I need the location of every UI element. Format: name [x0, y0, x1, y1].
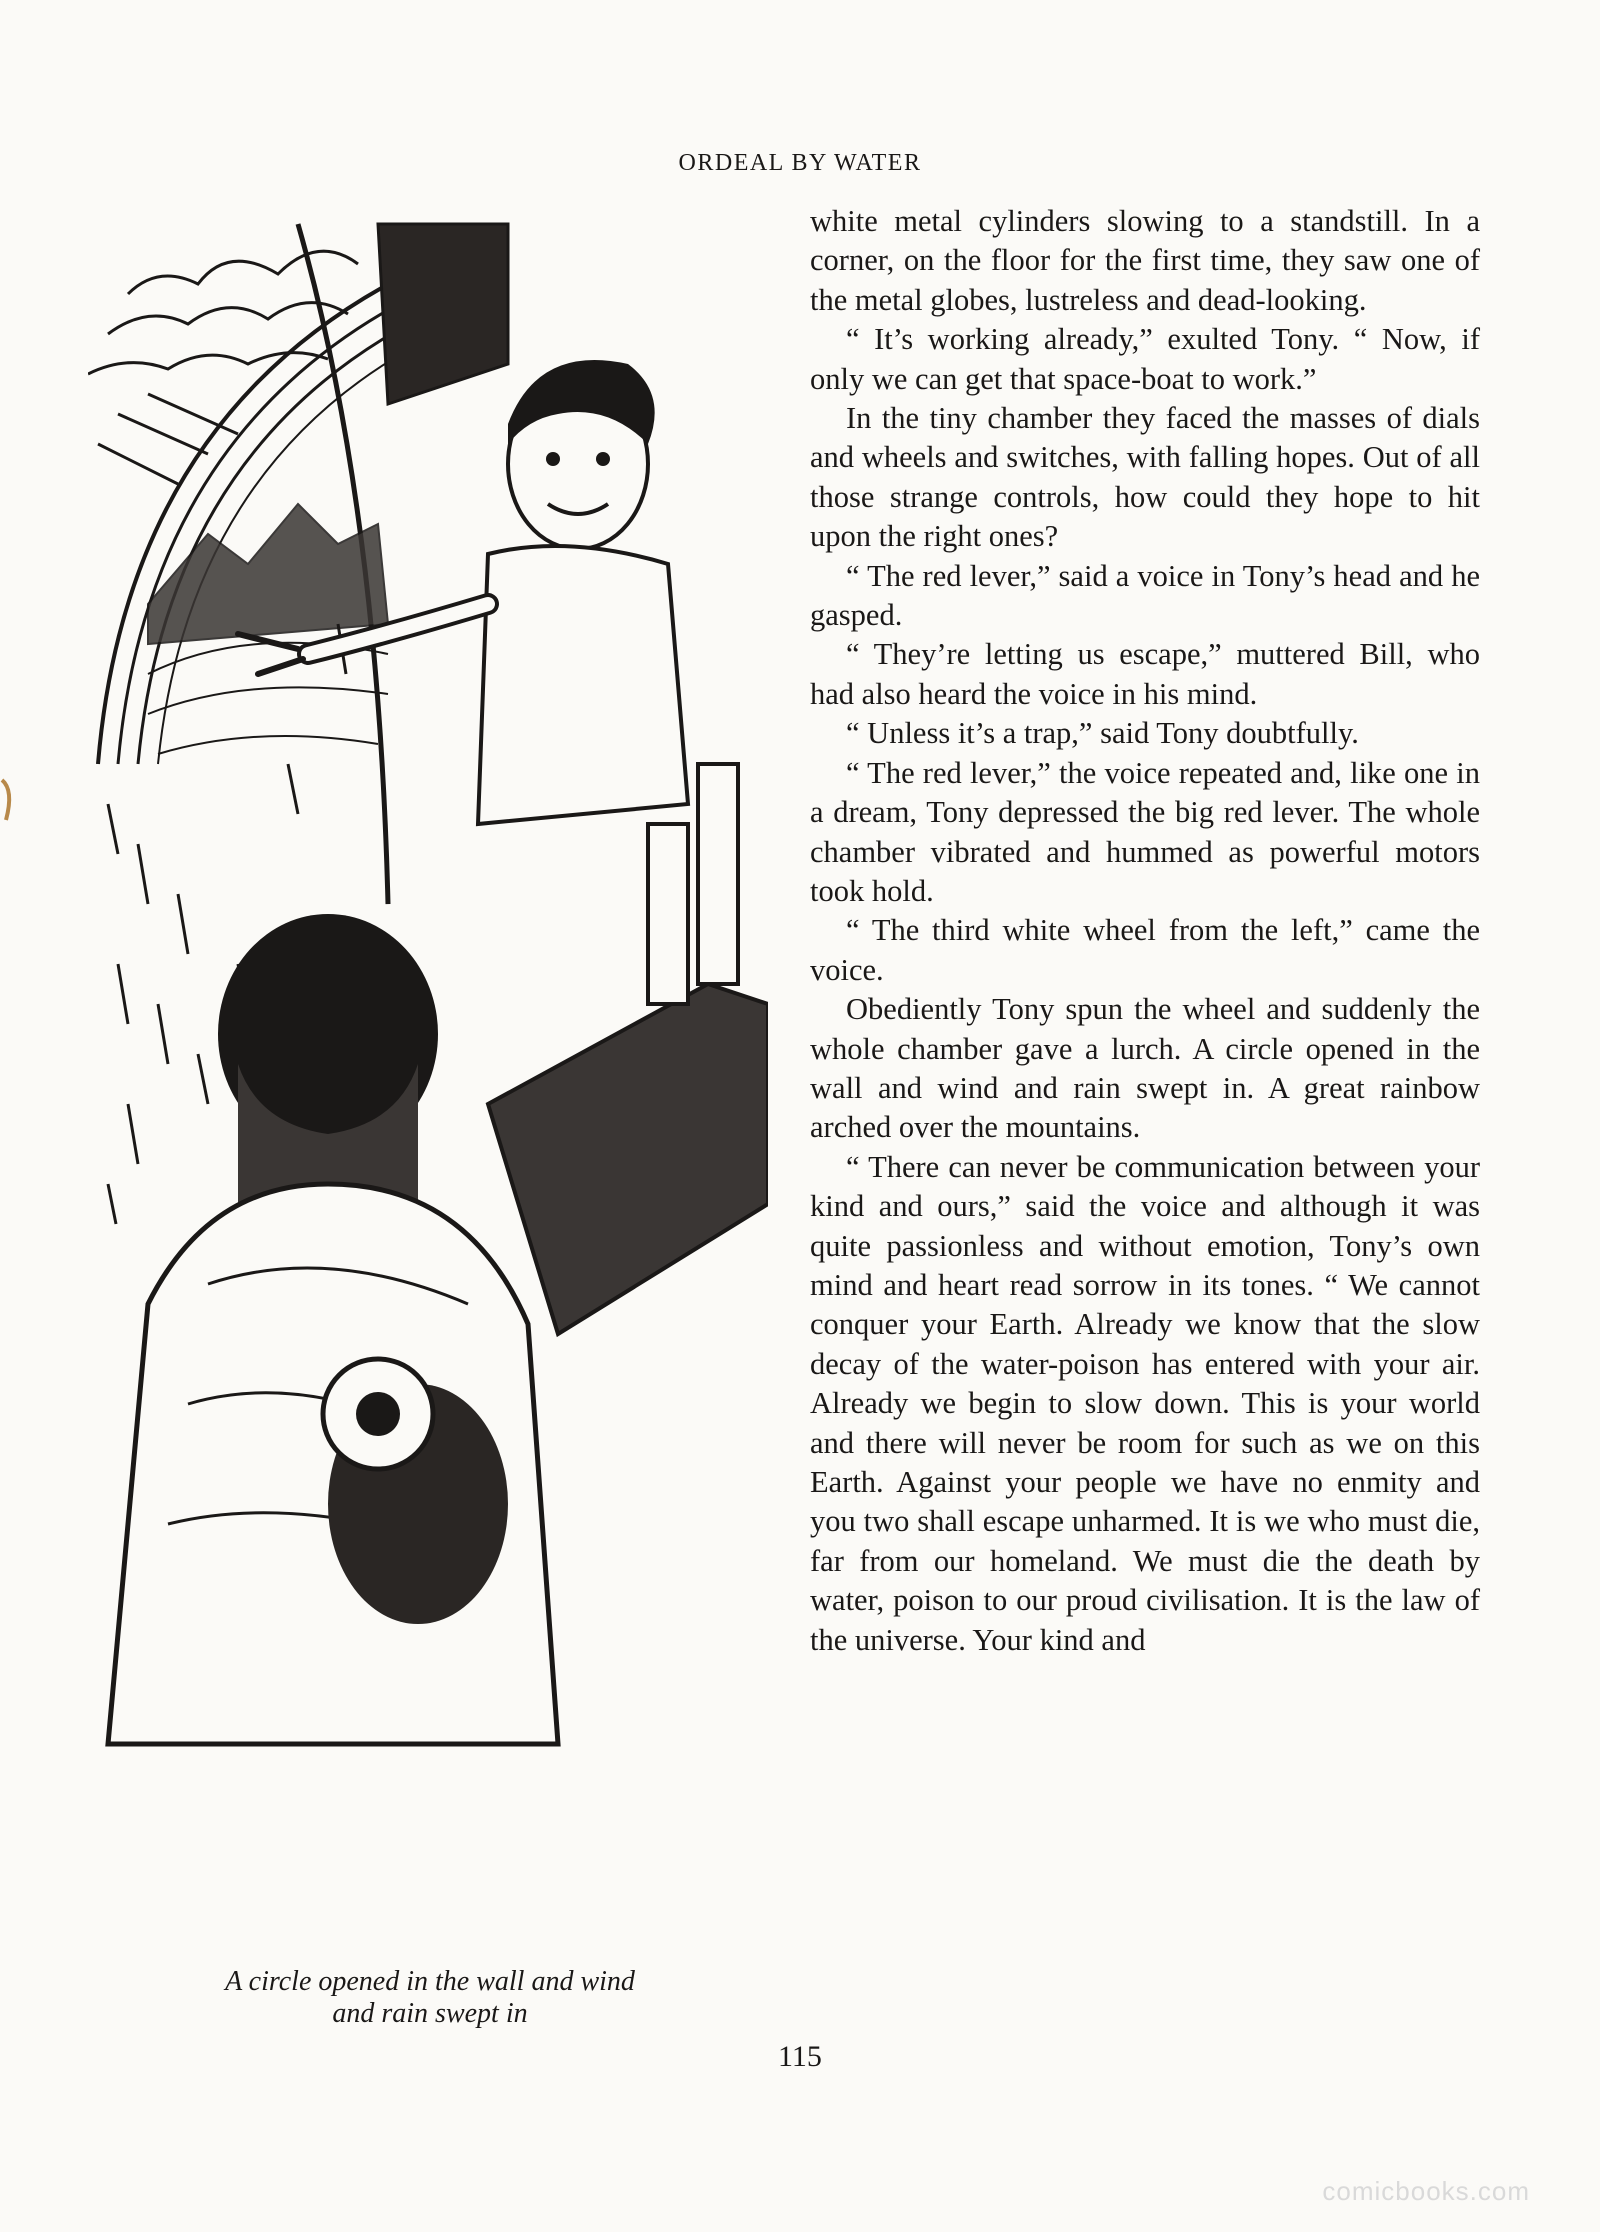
body-text — [810, 202, 1480, 1660]
caption-line-1: A circle opened in the wall and wind — [225, 1966, 635, 1997]
illustration-caption — [120, 1966, 740, 2030]
mountains — [148, 504, 388, 644]
paragraph: “ Unless it’s a trap,” said Tony doubtfully. — [846, 716, 1359, 751]
paragraph: “ The third white wheel from the left,” came the voice. — [810, 913, 1480, 987]
wall-hatching — [378, 224, 508, 404]
watermark: comicbooks.com — [1322, 2176, 1530, 2206]
control-console — [488, 764, 768, 1334]
paragraph: “ It’s working already,” exulted Tony. “ Now, if only we can get that space-boat to work.” — [810, 322, 1480, 396]
caption-line-2: and rain swept in — [332, 1998, 528, 2029]
bill-figure — [108, 914, 558, 1744]
storm-clouds — [88, 251, 358, 484]
paragraph: Obediently Tony spun the wheel and suddenly the whole chamber gave a lurch. A circle opened in the wall and wind and rain swept in. A great rainbow arched over the mountains. — [810, 992, 1480, 1145]
illustration-drawing — [88, 204, 768, 1964]
running-head: ORDEAL BY WATER — [678, 150, 922, 176]
page-number: 115 — [778, 2040, 822, 2073]
paragraph: In the tiny chamber they faced the masses of dials and wheels and switches, with falling hopes. Out of all those strange controls, how could they hope to hit upon the right ones? — [810, 401, 1480, 554]
paragraph: “ The red lever,” said a voice in Tony’s head and he gasped. — [810, 558, 1480, 633]
paragraph: “ There can never be communication between your kind and ours,” said the voice and although it was quite passionless and without emotion, Tony’s own mind and heart read sorrow in its tones. “ We cannot conquer your Earth. Already we know that the slow decay of the water-poison has entered with your air. Already we begin to slow down. This is your world and there will never be room for such as we on this Earth. Against your people we have no enmity and you two shall escape unharmed. It is we who must die, far from our homeland. We must die the death by water, poison to our proud civilisation. It is the law of the universe. Your kind and — [810, 1149, 1480, 1657]
paragraph: “ They’re letting us escape,” muttered Bill, who had also heard the voice in his mind. — [810, 637, 1480, 711]
paragraph: white metal cylinders slowing to a standstill. In a corner, on the floor for the first time, they saw one of the metal globes, lustreless and dead-looking. — [810, 204, 1480, 317]
paper-stain-mark — [0, 770, 20, 830]
hills — [148, 643, 388, 754]
paragraph: “ The red lever,” the voice repeated and, like one in a dream, Tony depressed the big red lever. The whole chamber vibrated and hummed as powerful motors took hold. — [810, 755, 1480, 908]
illustration — [88, 204, 768, 1964]
